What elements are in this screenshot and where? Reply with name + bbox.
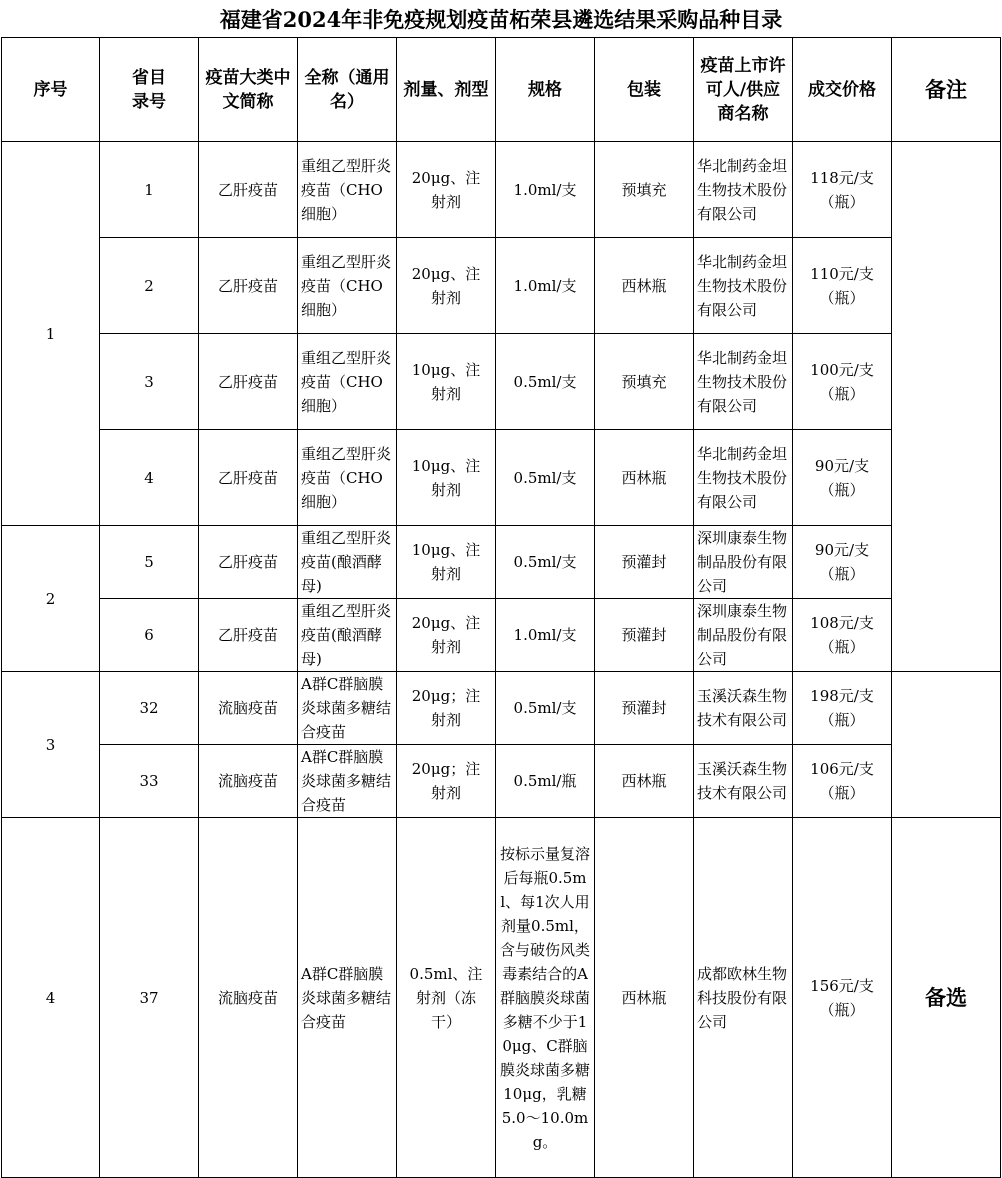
dose-form-cell: 10μg、注射剂 [397,526,496,599]
table-row [2,745,1001,818]
packaging-cell: 西林瓶 [595,818,694,1178]
full-name-cell: 重组乙型肝炎疫苗(酿酒酵母) [298,599,397,672]
packaging-cell: 预填充 [595,334,694,430]
price-cell: 118元/支（瓶） [793,142,892,238]
catalog-no-cell: 5 [100,526,199,599]
header-remark: 备注 [892,38,1001,142]
remark-cell: 备选 [892,818,1001,1178]
price-cell: 110元/支（瓶） [793,238,892,334]
price-cell: 90元/支（瓶） [793,430,892,526]
seq-cell: 4 [2,818,100,1178]
spec-cell: 0.5ml/瓶 [496,745,595,818]
spec-cell: 0.5ml/支 [496,526,595,599]
dose-form-cell: 20μg、注射剂 [397,238,496,334]
dose-form-cell: 20μg；注射剂 [397,745,496,818]
price-cell: 156元/支（瓶） [793,818,892,1178]
dose-form-cell: 0.5ml、注射剂（冻干） [397,818,496,1178]
table-row [2,818,1001,1178]
header-dose-form: 剂量、剂型 [397,38,496,142]
packaging-cell: 预灌封 [595,599,694,672]
category-cell: 乙肝疫苗 [199,430,298,526]
header-full-name: 全称（通用名） [298,38,397,142]
holder-cell: 华北制药金坦生物技术股份有限公司 [694,430,793,526]
packaging-cell: 西林瓶 [595,745,694,818]
category-cell: 流脑疫苗 [199,672,298,745]
table-row [2,238,1001,334]
price-cell: 106元/支（瓶） [793,745,892,818]
spec-cell: 1.0ml/支 [496,142,595,238]
packaging-cell: 西林瓶 [595,238,694,334]
category-cell: 流脑疫苗 [199,818,298,1178]
catalog-no-cell: 37 [100,818,199,1178]
seq-cell: 3 [2,672,100,818]
spec-cell: 1.0ml/支 [496,238,595,334]
category-cell: 乙肝疫苗 [199,599,298,672]
table-row [2,526,1001,599]
holder-cell: 深圳康泰生物制品股份有限公司 [694,599,793,672]
price-cell: 90元/支（瓶） [793,526,892,599]
category-cell: 流脑疫苗 [199,745,298,818]
dose-form-cell: 10μg、注射剂 [397,430,496,526]
header-holder: 疫苗上市许可人/供应商名称 [694,38,793,142]
holder-cell: 深圳康泰生物制品股份有限公司 [694,526,793,599]
dose-form-cell: 20μg；注射剂 [397,672,496,745]
dose-form-cell: 20μg、注射剂 [397,599,496,672]
seq-cell: 1 [2,142,100,526]
catalog-no-cell: 32 [100,672,199,745]
holder-cell: 华北制药金坦生物技术股份有限公司 [694,142,793,238]
table-row [2,672,1001,745]
full-name-cell: A群C群脑膜炎球菌多糖结合疫苗 [298,745,397,818]
header-seq: 序号 [2,38,100,142]
packaging-cell: 预填充 [595,142,694,238]
catalog-no-cell: 6 [100,599,199,672]
category-cell: 乙肝疫苗 [199,238,298,334]
catalog-no-cell: 2 [100,238,199,334]
header-packaging: 包装 [595,38,694,142]
full-name-cell: 重组乙型肝炎疫苗（CHO细胞） [298,334,397,430]
full-name-cell: A群C群脑膜炎球菌多糖结合疫苗 [298,818,397,1178]
catalog-no-cell: 33 [100,745,199,818]
packaging-cell: 西林瓶 [595,430,694,526]
seq-cell: 2 [2,526,100,672]
table-row [2,334,1001,430]
holder-cell: 玉溪沃森生物技术有限公司 [694,745,793,818]
catalog-no-cell: 3 [100,334,199,430]
spec-cell: 按标示量复溶后每瓶0.5ml、每1次人用剂量0.5ml，含与破伤风类毒素结合的A群脑膜炎球菌多糖不少于10μg、C群脑膜炎球菌多糖10μg，乳糖 5.0～10.0mg。 [496,818,595,1178]
catalog-no-cell: 1 [100,142,199,238]
packaging-cell: 预灌封 [595,526,694,599]
header-catalog-no: 省目录号 [100,38,199,142]
holder-cell: 华北制药金坦生物技术股份有限公司 [694,334,793,430]
page-title: 福建省2024年非免疫规划疫苗柘荣县遴选结果采购品种目录 [219,7,783,32]
full-name-cell: 重组乙型肝炎疫苗(酿酒酵母) [298,526,397,599]
catalog-no-cell: 4 [100,430,199,526]
table-row [2,142,1001,238]
header-row [2,38,1001,142]
holder-cell: 玉溪沃森生物技术有限公司 [694,672,793,745]
dose-form-cell: 20μg、注射剂 [397,142,496,238]
header-price: 成交价格 [793,38,892,142]
header-category: 疫苗大类中文简称 [199,38,298,142]
packaging-cell: 预灌封 [595,672,694,745]
header-spec: 规格 [496,38,595,142]
spec-cell: 1.0ml/支 [496,599,595,672]
price-cell: 108元/支（瓶） [793,599,892,672]
holder-cell: 成都欧林生物科技股份有限公司 [694,818,793,1178]
spec-cell: 0.5ml/支 [496,334,595,430]
vaccine-table [1,37,1001,1178]
full-name-cell: A群C群脑膜炎球菌多糖结合疫苗 [298,672,397,745]
full-name-cell: 重组乙型肝炎疫苗（CHO细胞） [298,430,397,526]
spec-cell: 0.5ml/支 [496,672,595,745]
holder-cell: 华北制药金坦生物技术股份有限公司 [694,238,793,334]
price-cell: 100元/支（瓶） [793,334,892,430]
remark-cell [892,142,1001,672]
price-cell: 198元/支（瓶） [793,672,892,745]
table-row [2,430,1001,526]
spec-cell: 0.5ml/支 [496,430,595,526]
full-name-cell: 重组乙型肝炎疫苗（CHO细胞） [298,142,397,238]
table-row [2,599,1001,672]
dose-form-cell: 10μg、注射剂 [397,334,496,430]
category-cell: 乙肝疫苗 [199,142,298,238]
remark-cell [892,672,1001,818]
category-cell: 乙肝疫苗 [199,334,298,430]
category-cell: 乙肝疫苗 [199,526,298,599]
full-name-cell: 重组乙型肝炎疫苗（CHO细胞） [298,238,397,334]
